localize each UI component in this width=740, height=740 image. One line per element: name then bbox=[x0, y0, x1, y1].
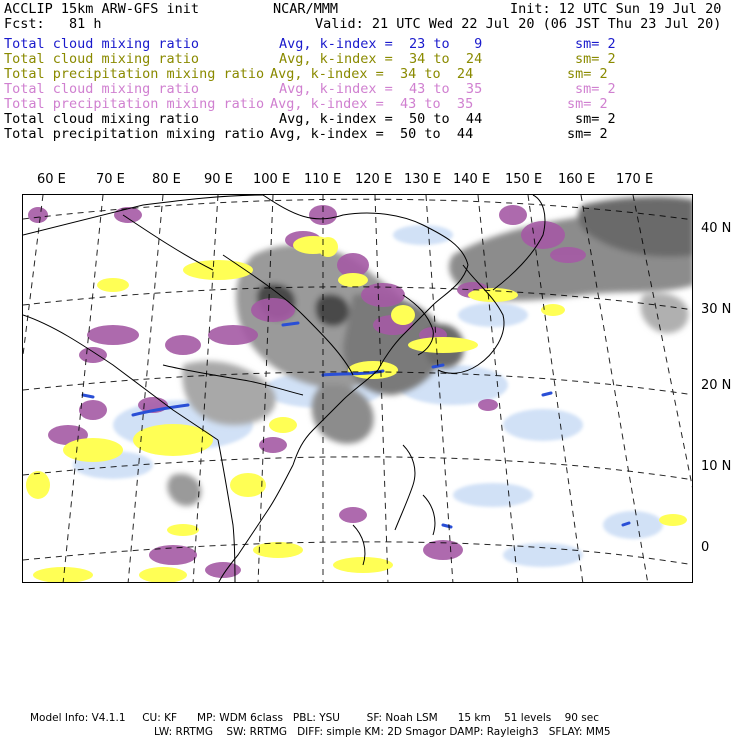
legend-field: Total precipitation mixing ratio bbox=[4, 96, 265, 112]
legend-avg: Avg, k-index = 50 to 44 bbox=[279, 111, 483, 127]
org-label: NCAR/MMM bbox=[273, 1, 339, 17]
lon-label: 170 E bbox=[616, 172, 654, 187]
model-title: ACCLIP 15km ARW-GFS init bbox=[4, 1, 200, 17]
lon-label: 80 E bbox=[152, 172, 181, 187]
lon-label: 110 E bbox=[304, 172, 342, 187]
legend-field: Total precipitation mixing ratio bbox=[4, 66, 265, 82]
init-time: Init: 12 UTC Sun 19 Jul 20 bbox=[510, 1, 722, 17]
physics-info: LW: RRTMG SW: RRTMG DIFF: simple KM: 2D Smagor DAMP: Rayleigh3 SFLAY: MM5 bbox=[154, 726, 611, 738]
lat-label: 10 N bbox=[701, 459, 732, 474]
legend-avg: Avg, k-index = 43 to 35 bbox=[270, 96, 474, 112]
lon-label: 100 E bbox=[253, 172, 291, 187]
legend-avg: Avg, k-index = 34 to 24 bbox=[279, 51, 483, 67]
legend-field: Total cloud mixing ratio bbox=[4, 51, 200, 67]
lat-label: 40 N bbox=[701, 221, 732, 236]
legend-avg: Avg, k-index = 43 to 35 bbox=[279, 81, 483, 97]
legend-sm: sm= 2 bbox=[575, 36, 616, 52]
legend-field: Total cloud mixing ratio bbox=[4, 111, 200, 127]
legend-avg: Avg, k-index = 34 to 24 bbox=[270, 66, 474, 82]
legend-field: Total precipitation mixing ratio bbox=[4, 126, 265, 142]
lon-label: 90 E bbox=[204, 172, 233, 187]
valid-time: Valid: 21 UTC Wed 22 Jul 20 (06 JST Thu 23 Jul 20) bbox=[315, 16, 722, 32]
model-info: Model Info: V4.1.1 CU: KF MP: WDM 6class PBL: YSU SF: Noah LSM 15 km 51 levels 90 sec bbox=[30, 712, 599, 724]
lon-label: 150 E bbox=[505, 172, 543, 187]
lon-label: 60 E bbox=[37, 172, 66, 187]
legend-sm: sm= 2 bbox=[567, 126, 608, 142]
lat-label: 20 N bbox=[701, 378, 732, 393]
legend-sm: sm= 2 bbox=[567, 66, 608, 82]
map-panel bbox=[22, 194, 693, 583]
legend-avg: Avg, k-index = 50 to 44 bbox=[270, 126, 474, 142]
legend-sm: sm= 2 bbox=[575, 51, 616, 67]
forecast-hour: Fcst: 81 h bbox=[4, 16, 102, 32]
lat-label: 30 N bbox=[701, 302, 732, 317]
legend-field: Total cloud mixing ratio bbox=[4, 81, 200, 97]
legend-avg: Avg, k-index = 23 to 9 bbox=[279, 36, 483, 52]
lon-label: 140 E bbox=[453, 172, 491, 187]
lat-label: 0 bbox=[701, 540, 710, 555]
legend-sm: sm= 2 bbox=[575, 111, 616, 127]
lon-label: 130 E bbox=[404, 172, 442, 187]
forecast-map bbox=[23, 195, 693, 583]
lon-label: 120 E bbox=[355, 172, 393, 187]
legend-field: Total cloud mixing ratio bbox=[4, 36, 200, 52]
lon-label: 70 E bbox=[96, 172, 125, 187]
legend-sm: sm= 2 bbox=[575, 81, 616, 97]
legend-sm: sm= 2 bbox=[567, 96, 608, 112]
lon-label: 160 E bbox=[558, 172, 596, 187]
